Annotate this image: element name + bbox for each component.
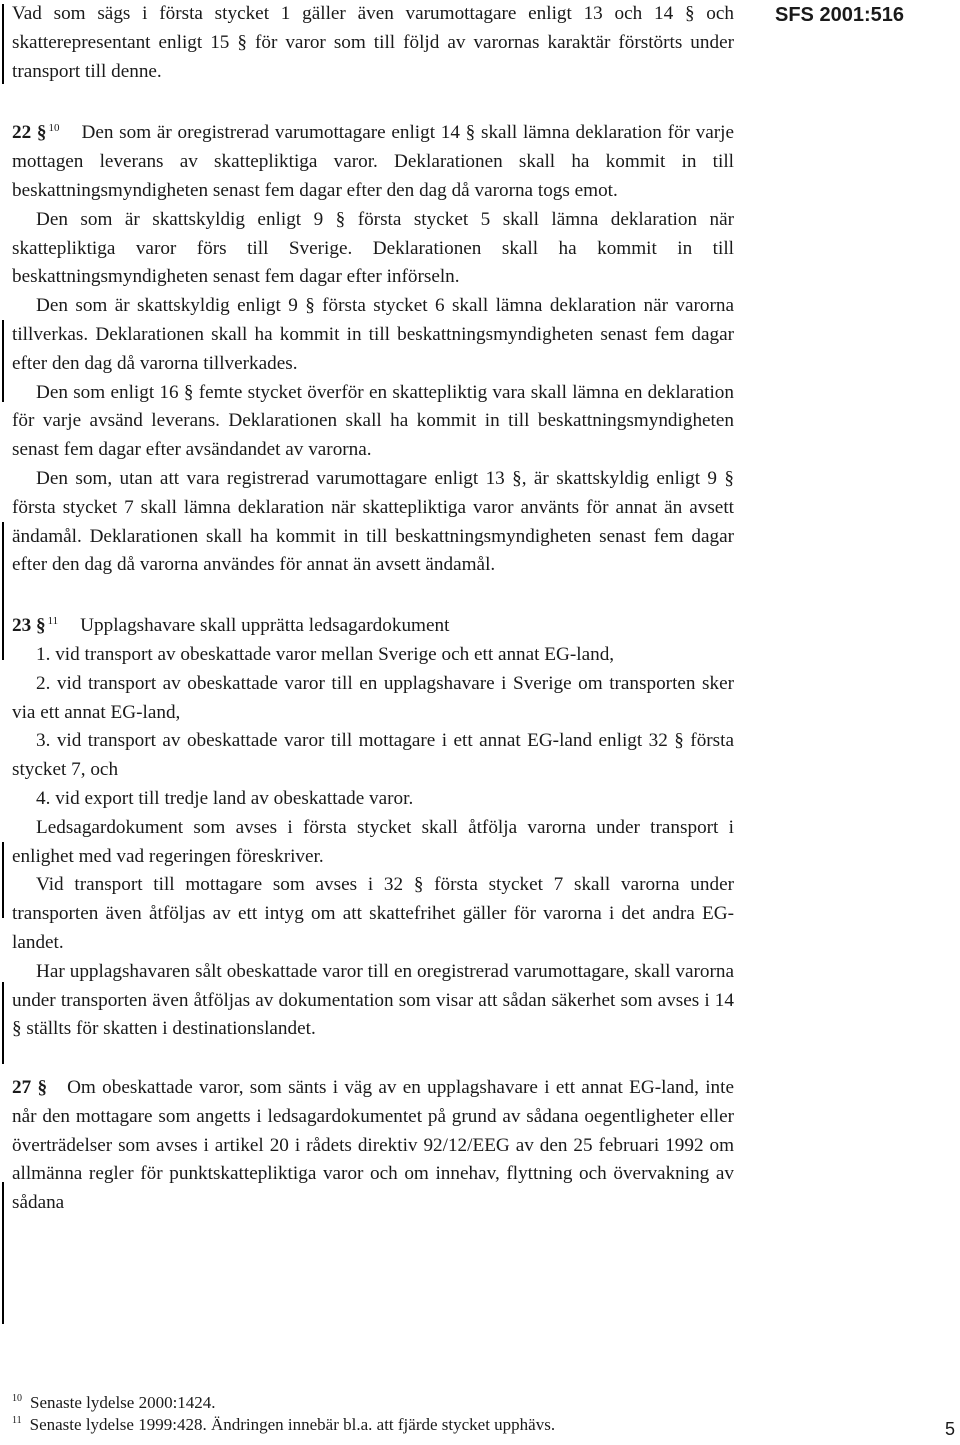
paragraph: Den som enligt 16 § femte stycket överför en skattepliktig vara skall lämna en deklaration för varje avsänd leverans. Deklarationen skall ha kommit in till beskattningsmyndigheten senast fem dagar efter avsändandet av varorna. <box>12 381 734 461</box>
change-bar <box>2 1182 4 1324</box>
section-22-first-paragraph <box>12 119 734 205</box>
footnote-ref: 10 <box>48 122 60 134</box>
paragraph: Har upplagshavaren sålt obeskattade varor till en oregistrerad varumottagare, skall varorna under transporten även åtföljas av dokumentation som visar att sådan säkerhet som avses i 14 § ställts för skatten i destinationslandet. <box>12 960 734 1040</box>
section-27-paragraph <box>12 1074 734 1218</box>
list-item: 2. vid transport av obeskattade varor till en upplagshavare i Sverige om transporten sker via ett annat EG-land, <box>12 672 734 723</box>
footnotes <box>12 1392 812 1436</box>
footnote <box>12 1392 812 1414</box>
footnote-number: 11 <box>12 1415 22 1427</box>
paragraph-text: Den som är oregistrerad varumottagare enligt 14 § skall lämna deklaration för varje mottagen leverans av skattepliktiga varor. Deklarationen skall ha kommit in till beskattningsmyndigheten senast fem dagar efter den dag då varorna togs emot. <box>12 122 734 201</box>
change-bar <box>2 842 4 918</box>
section-number: 23 § <box>12 615 46 637</box>
change-bar <box>2 982 4 1064</box>
paragraph: Den som är skattskyldig enligt 9 § första stycket 6 skall lämna deklaration när varorna tillverkas. Deklarationen skall ha kommit in till beskattningsmyndigheten senast fem dagar efter den dag då varorna tillverkades. <box>12 295 734 374</box>
paragraph: Vid transport till mottagare som avses i 32 § första stycket 7 skall varorna under transporten även åtföljas av ett intyg om att skattefrihet gäller för varorna i det andra EG-landet. <box>12 874 734 953</box>
footnote-number: 10 <box>12 1393 22 1405</box>
footnote-text: Senaste lydelse 1999:428. Ändringen innebär bl.a. att fjärde stycket upphävs. <box>29 1415 556 1434</box>
sfs-number: SFS 2001:516 <box>775 4 904 26</box>
paragraph: Vad som sägs i första stycket 1 gäller även varumottagare enligt 13 och 14 § och skatterepresentant enligt 15 § för varor som till följd av varornas karaktär förstörts under transport till denne. <box>12 3 734 82</box>
change-bar <box>2 4 4 84</box>
list-item: 4. vid export till tredje land av obeskattade varor. <box>36 787 414 809</box>
list-item: 1. vid transport av obeskattade varor mellan Sverige och ett annat EG-land, <box>36 643 615 665</box>
list-item: 3. vid transport av obeskattade varor till mottagare i ett annat EG-land enligt 32 § första stycket 7, och <box>12 730 734 781</box>
paragraph-text: Om obeskattade varor, som sänts i väg av en upplagshavare i ett annat EG-land, inte når den mottagare som angetts i ledsagardokumentet på grund av sådana oegentligheter eller överträdelser som avses i artikel 20 i rådets direktiv 92/12/EEG av den 25 februari 1992 om allmänna regler för punktskattepliktiga varor och om innehav, flyttning och övervakning av sådana <box>12 1077 734 1214</box>
body-text <box>12 0 734 1218</box>
change-bar <box>2 320 4 402</box>
footnote-text: Senaste lydelse 2000:1424. <box>30 1393 216 1412</box>
page-number: 5 <box>945 1419 956 1439</box>
footnote <box>12 1414 812 1436</box>
section-23-intro <box>12 612 734 641</box>
section-number: 22 § <box>12 122 47 144</box>
paragraph: Den som, utan att vara registrerad varumottagare enligt 13 §, är skattskyldig enligt 9 § första stycket 7 skall lämna deklaration när skattepliktiga varor använts för annat än avsett ändamål. Deklarationen skall ha kommit in till beskattningsmyndigheten senast fem dagar efter den dag då varorna användes för annat än avsett ändamål. <box>12 467 734 576</box>
paragraph: Den som är skattskyldig enligt 9 § första stycket 5 skall lämna deklaration när skattepliktiga varor förs till Sverige. Deklarationen skall ha kommit in till beskattningsmyndigheten senast fem dagar efter införseln. <box>12 208 734 288</box>
paragraph: Ledsagardokument som avses i första stycket skall åtfölja varorna under transport i enlighet med vad regeringen föreskriver. <box>12 816 734 867</box>
change-bar <box>2 522 4 660</box>
section-number: 27 § <box>12 1077 48 1099</box>
paragraph-text: Upplagshavare skall upprätta ledsagardokument <box>80 615 450 637</box>
footnote-ref: 11 <box>47 614 59 627</box>
